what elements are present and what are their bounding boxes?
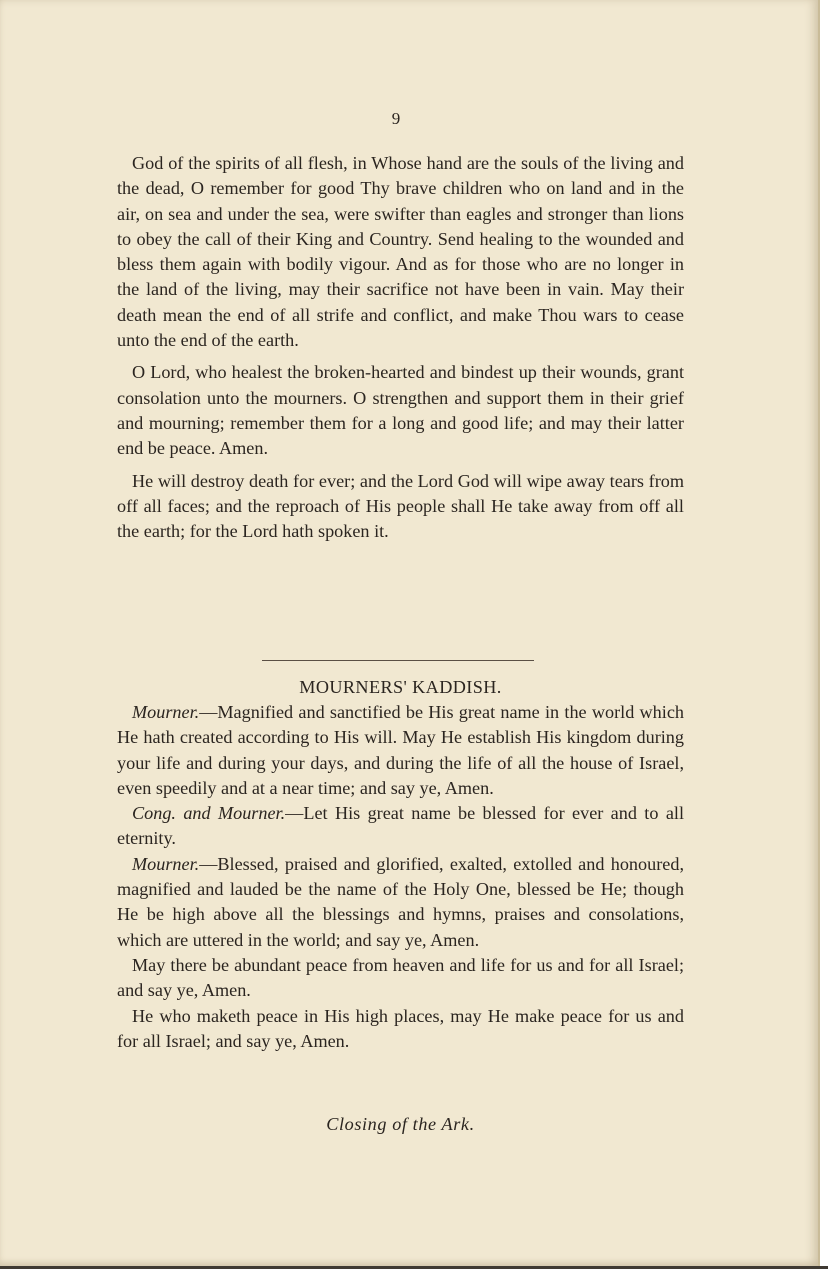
kaddish-paragraph-1 <box>117 700 684 801</box>
prayer-paragraph-2: O Lord, who healest the broken-hearted and bindest up their wounds, grant consolation unto the mourners. O strengthen and support them in their grief and mourning; remember them for a long and good life; and may their latter end be peace. Amen. <box>117 362 684 459</box>
kaddish-text: —Let His great name be blessed for ever and to all eternity. <box>117 803 684 849</box>
prayer-paragraph-3: He will destroy death for ever; and the Lord God will wipe away tears from off all faces; and the reproach of His people shall He take away from off all the earth; for the Lord hath spoken it. <box>117 470 684 542</box>
prayer-section <box>117 151 684 544</box>
section-divider <box>262 660 534 661</box>
kaddish-heading: MOURNERS' KADDISH. <box>299 677 502 697</box>
kaddish-paragraph-3 <box>117 852 684 953</box>
kaddish-text: —Magnified and sanctified be His great name in the world which He hath created according to His will. May He establish His kingdom during your life and during your days, and during the life of all the house of Israel, even speedily and at a near time; and say ye, Amen. <box>117 702 684 798</box>
kaddish-text: —Blessed, praised and glorified, exalted, extolled and honoured, magnified and lauded be the name of the Holy One, blessed be He; though He be high above all the blessings and hymns, praises and consolations, which are uttered in the world; and say ye, Amen. <box>117 853 684 950</box>
kaddish-text: May there be abundant peace from heaven and life for us and for all Israel; and say ye, Amen. <box>117 954 684 1001</box>
page-number: 9 <box>391 109 401 128</box>
kaddish-text: He who maketh peace in His high places, may He make peace for us and for all Israel; and say ye, Amen. <box>117 1005 684 1051</box>
closing-note: Closing of the Ark. <box>326 1114 475 1134</box>
kaddish-paragraph-5 <box>117 1004 684 1055</box>
speaker-label: Mourner. <box>132 853 200 874</box>
kaddish-section <box>117 700 684 1054</box>
kaddish-paragraph-4 <box>117 953 684 1004</box>
page-bottom-edge <box>0 1266 828 1269</box>
speaker-label: Mourner. <box>132 702 200 722</box>
prayer-paragraph-1: God of the spirits of all flesh, in Whose hand are the souls of the living and the dead, O remember for good Thy brave children who on land and in the air, on sea and under the sea, were swifter than eagles and stronger than lions to obey the call of their King and Country. Send healing to the wounded and bless them again with bodily vigour. And as for those who are no longer in the land of the living, may their sacrifice not have been in vain. May their death mean the end of all strife and conflict, and make Thou wars to cease unto the end of the earth. <box>117 153 684 351</box>
kaddish-paragraph-2 <box>117 801 684 852</box>
speaker-label: Cong. and Mourner. <box>132 803 286 824</box>
